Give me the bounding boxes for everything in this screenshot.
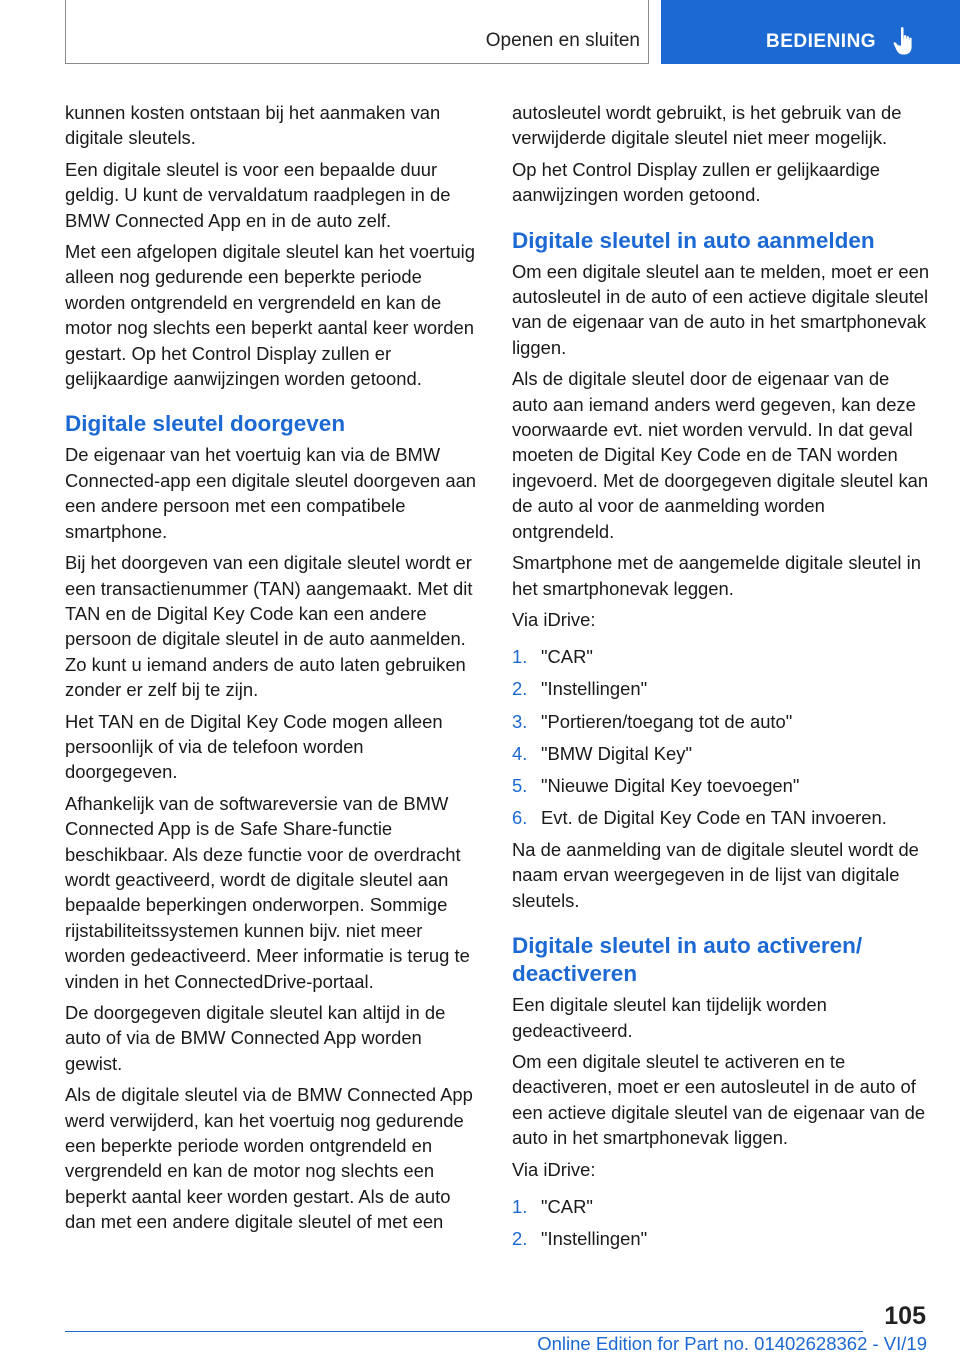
paragraph: Na de aanmelding van de digitale sleutel wordt de naam ervan weergegeven in de lijst van digitale sleutels. <box>512 838 919 911</box>
list-item <box>512 644 930 669</box>
paragraph: autosleutel wordt gebruikt, is het gebruik van de verwijderde digitale sleutel niet meer mogelijk. <box>512 102 902 149</box>
paragraph: Om een digitale sleutel te activeren en te deactiveren, moet er een autosleutel in de auto of een actieve digitale sleutel van de eigenaar van de auto in het smartphonevak liggen. <box>512 1050 926 1149</box>
paragraph: Afhankelijk van de softwareversie van de BMW Connected App is de Safe Share-functie beschikbaar. Als deze functie voor de overdracht wordt geactiveerd, wordt de digitale sleutel aan bepaalde beperkingen onderworpen. Sommige rijstabiliteitssystemen kunnen bijv. niet meer worden gedeactiveerd. Meer informatie is terug te vinden in het ConnectedDrive-portaal. <box>65 792 470 992</box>
right-column <box>512 100 930 1258</box>
idrive-steps-activeren <box>512 1194 930 1252</box>
paragraph: De doorgegeven digitale sleutel kan altijd in de auto of via de BMW Connected App worden gewist. <box>65 1002 446 1074</box>
list-item <box>512 805 930 830</box>
step-text: "Portieren/toegang tot de auto" <box>541 710 793 732</box>
paragraph: Een digitale sleutel is voor een bepaalde duur geldig. U kunt de vervaldatum raadplegen in de BMW Connected App en in de auto zelf. <box>65 158 451 231</box>
section-heading-doorgeven: Digitale sleutel doorgeven <box>65 411 346 437</box>
step-number: 6. <box>512 806 528 828</box>
paragraph: Via iDrive: <box>512 1158 596 1180</box>
chapter-tab[interactable] <box>661 0 960 64</box>
section-heading-aanmelden: Digitale sleutel in auto aanmelden <box>512 227 875 253</box>
step-text: "CAR" <box>541 1195 593 1217</box>
paragraph: Het TAN en de Digital Key Code mogen alleen persoonlijk of via de telefoon worden doorgegeven. <box>65 710 443 783</box>
step-text: "CAR" <box>541 646 593 668</box>
paragraph: Om een digitale sleutel aan te melden, moet er een autosleutel in de auto of een actieve digitale sleutel van de eigenaar van de auto in het smartphonevak liggen. <box>512 260 930 358</box>
list-item <box>512 709 930 734</box>
page-header <box>0 0 960 66</box>
list-item <box>512 1194 930 1219</box>
left-column <box>65 100 479 1241</box>
paragraph: kunnen kosten ontstaan bij het aanmaken van digitale sleutels. <box>65 102 441 149</box>
step-number: 4. <box>512 742 528 764</box>
paragraph: Als de digitale sleutel via de BMW Connected App werd verwijderd, kan het voertuig nog gedurende een beperkte periode worden ontgrendeld en vergrendeld en kan de motor nog slechts een beperkt aantal keer worden gestart. Als de auto dan met een andere digitale sleutel of met een <box>65 1084 473 1233</box>
hand-pointer-icon <box>893 26 919 56</box>
list-item <box>512 1226 930 1251</box>
step-number: 1. <box>512 1195 528 1217</box>
page-number: 105 <box>884 1302 926 1330</box>
paragraph: Met een afgelopen digitale sleutel kan het voertuig alleen nog gedurende een beperkte periode worden ontgrendeld en vergrendeld en kan de motor nog slechts een beperkt aantal keer worden gestart. Op het Control Display zullen er gelijkaardige aanwijzingen worden getoond. <box>65 241 475 390</box>
paragraph: Een digitale sleutel kan tijdelijk worden gedeactiveerd. <box>512 994 827 1041</box>
footer-divider <box>65 1331 863 1332</box>
list-item <box>512 676 930 701</box>
step-text: Evt. de Digital Key Code en TAN invoeren. <box>541 806 887 828</box>
paragraph: Bij het doorgeven van een digitale sleutel wordt er een transactienummer (TAN) aangemaakt. Met dit TAN en de Digital Key Code kan een andere persoon de digitale sleutel in de auto aanmelden. Zo kunt u iemand anders de auto laten gebruiken zonder er zelf bij te zijn. <box>65 552 473 701</box>
section-title: Openen en sluiten <box>485 30 640 51</box>
section-heading-activeren: Digitale sleutel in auto activeren/ deactiveren <box>512 933 863 987</box>
step-text: "Nieuwe Digital Key toevoegen" <box>541 774 800 796</box>
step-text: "Instellingen" <box>541 678 648 700</box>
footer-edition: Online Edition for Part no. 01402628362 - VI/19 <box>537 1333 927 1354</box>
step-number: 3. <box>512 710 528 732</box>
step-text: "Instellingen" <box>541 1228 648 1250</box>
paragraph: Als de digitale sleutel door de eigenaar van de auto aan iemand anders werd gegeven, kan deze voorwaarde evt. niet worden vervuld. In dat geval moeten de Digital Key Code en de TAN worden ingevoerd. Met de doorgegeven digitale sleutel kan de auto al voor de aanmelding worden ontgrendeld. <box>512 368 929 542</box>
paragraph: Via iDrive: <box>512 608 596 630</box>
paragraph: Op het Control Display zullen er gelijkaardige aanwijzingen worden getoond. <box>512 158 881 206</box>
step-number: 2. <box>512 1228 528 1250</box>
paragraph: Smartphone met de aangemelde digitale sleutel in het smartphonevak leggen. <box>512 552 921 599</box>
list-item <box>512 773 930 798</box>
section-header-box <box>65 0 649 64</box>
step-text: "BMW Digital Key" <box>541 742 693 764</box>
list-item <box>512 741 930 766</box>
step-number: 2. <box>512 678 528 700</box>
idrive-steps-aanmelden <box>512 644 930 830</box>
step-number: 5. <box>512 774 528 796</box>
chapter-title: BEDIENING <box>766 31 877 52</box>
paragraph: De eigenaar van het voertuig kan via de BMW Connected-app een digitale sleutel doorgeven aan een andere persoon met een compatibele smartphone. <box>65 444 477 542</box>
step-number: 1. <box>512 646 528 668</box>
